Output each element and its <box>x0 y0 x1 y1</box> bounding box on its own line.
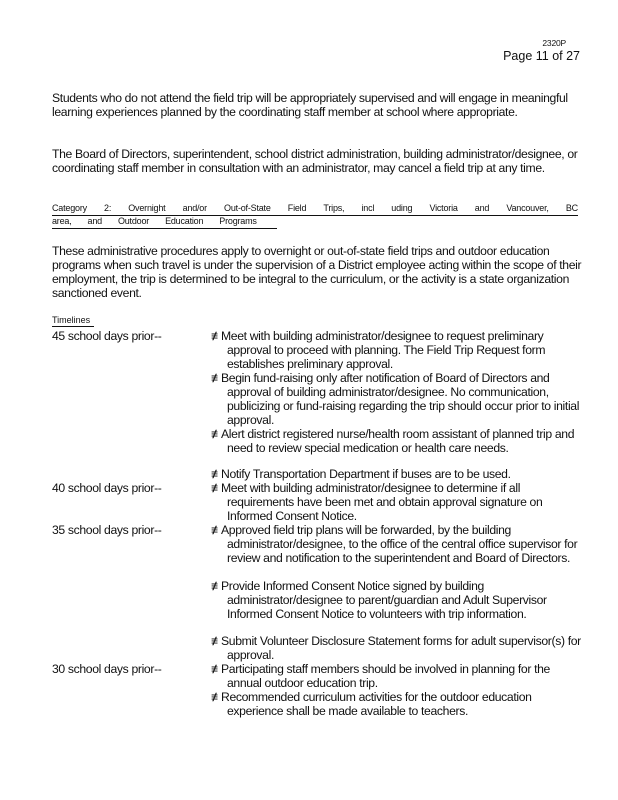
category-line-1 <box>52 203 578 216</box>
category-word: Out-of-State <box>224 203 271 213</box>
timeline-item <box>211 481 587 523</box>
category-word: and/or <box>182 203 207 213</box>
category-word: Category <box>52 203 87 213</box>
paragraph-supervision: Students who do not attend the field trip will be appropriately supervised and will engage in meaningful learning experiences planned by the coordinating staff member at school where appropriate. <box>52 91 568 119</box>
category-heading <box>52 203 578 229</box>
timeline-item-text: Begin fund-raising only after notification of Board of Directors and approval of building administrator/designee. No communication, publicizing or fund-raising regarding the trip should occur prior to initial approval. <box>221 371 580 427</box>
category-word: Overnight <box>128 203 166 213</box>
category-word: Victoria <box>429 203 458 213</box>
bullet-icon: ≢ <box>211 662 223 676</box>
paragraph-cancellation: The Board of Directors, superintendent, school district administration, building administrator/designee, or coordinating staff member in consultation with an administrator, may cancel a field trip at any time. <box>52 147 578 175</box>
timeline-item-text: Participating staff members should be involved in planning for the annual outdoor education trip. <box>221 662 550 690</box>
category-word: area, <box>52 216 72 226</box>
category-word: Trips, <box>323 203 345 213</box>
timeline-item <box>211 371 587 427</box>
paragraph-scope: These administrative procedures apply to overnight or out-of-state field trips and outdoor education programs when such travel is under the supervision of a District employee acting within the scope of their employment, the trip is determined to be integral to the curriculum, or the activity is a state organization sanctioned event. <box>52 244 582 300</box>
timeline-item-text: Recommended curriculum activities for the outdoor education experience shall be made available to teachers. <box>221 690 532 718</box>
timeline-item <box>211 467 587 481</box>
timeline-item-text: Meet with building administrator/designee to determine if all requirements have been met and obtain approval signature on Informed Consent Notice. <box>221 481 543 523</box>
category-word: BC <box>565 203 578 213</box>
category-word: incl <box>361 203 375 213</box>
timeline-item-text: Alert district registered nurse/health room assistant of planned trip and need to review special medication or health care needs. <box>221 427 575 455</box>
bullet-icon: ≢ <box>211 371 223 385</box>
category-word: uding <box>391 203 413 213</box>
bullet-icon: ≢ <box>211 634 223 648</box>
timeline-label-45: 45 school days prior-- <box>52 329 162 343</box>
timeline-item-text: Approved field trip plans will be forwarded, by the building administrator/designee, to the office of the central office supervisor for review and notification to the superintendent and Board of Directors. <box>221 523 578 565</box>
timeline-item-text: Submit Volunteer Disclosure Statement forms for adult supervisor(s) for approval. <box>221 634 581 662</box>
timeline-item-text: Provide Informed Consent Notice signed by building administrator/designee to parent/guardian and Adult Supervisor Informed Consent Notice to volunteers with trip information. <box>221 579 547 621</box>
timeline-item <box>211 523 587 565</box>
timeline-label-35: 35 school days prior-- <box>52 523 162 537</box>
bullet-icon: ≢ <box>211 579 223 593</box>
category-word: Outdoor <box>117 216 150 226</box>
timeline-item-text: Notify Transportation Department if buses are to be used. <box>221 467 511 481</box>
category-word: Education <box>165 216 204 226</box>
category-word: and <box>87 216 102 226</box>
timeline-label-40: 40 school days prior-- <box>52 481 162 495</box>
bullet-icon: ≢ <box>211 523 223 537</box>
timeline-item <box>211 579 587 621</box>
bullet-icon: ≢ <box>211 427 223 441</box>
category-word: Field <box>287 203 307 213</box>
timeline-item-text: Meet with building administrator/designee to request preliminary approval to proceed with planning. The Field Trip Request form establishes preliminary approval. <box>221 329 546 371</box>
timeline-item <box>211 329 587 371</box>
timeline-label-30: 30 school days prior-- <box>52 662 162 676</box>
category-word: Vancouver, <box>506 203 549 213</box>
category-word: 2: <box>104 203 112 213</box>
page-number: Page 11 of 27 <box>503 49 580 63</box>
timeline-item <box>211 634 587 662</box>
bullet-icon: ≢ <box>211 481 223 495</box>
category-word: Programs <box>219 216 257 226</box>
category-line-2 <box>52 216 277 229</box>
bullet-icon: ≢ <box>211 329 223 343</box>
bullet-icon: ≢ <box>211 467 223 481</box>
timeline-item <box>211 662 587 690</box>
timeline-item <box>211 427 587 455</box>
timelines-heading: Timelines <box>52 315 94 327</box>
timeline-item <box>211 690 587 718</box>
bullet-icon: ≢ <box>211 690 223 704</box>
category-word: and <box>474 203 490 213</box>
policy-code: 2320P <box>542 38 566 48</box>
